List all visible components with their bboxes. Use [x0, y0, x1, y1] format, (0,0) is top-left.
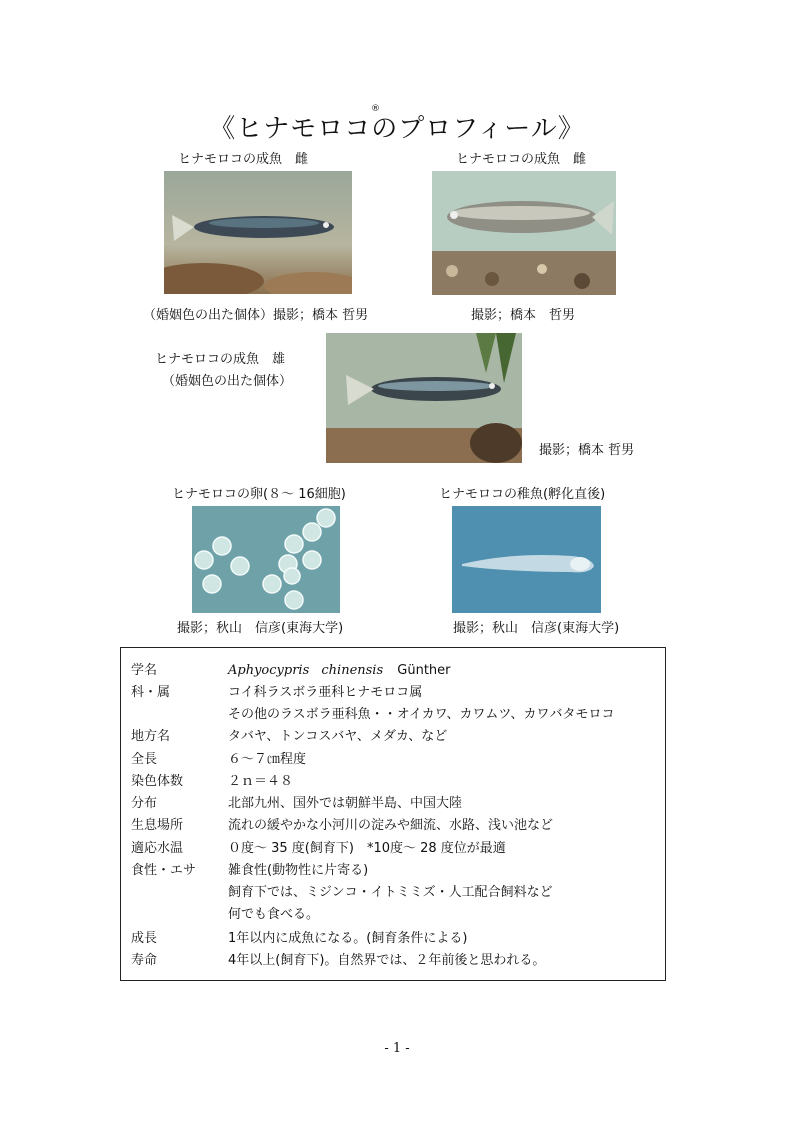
label-chromosome: 染色体数: [131, 774, 184, 789]
value-diet-3: 何でも食べる。: [228, 907, 320, 922]
credit-female-1: （婚姻色の出た個体）撮影；橋本 哲男: [143, 308, 369, 323]
label-growth: 成長: [131, 931, 158, 946]
species-name: chinensis: [321, 663, 384, 678]
label-diet: 食性・エサ: [131, 863, 197, 878]
label-habitat: 生息場所: [131, 818, 184, 833]
caption-male-2: （婚姻色の出た個体）: [162, 374, 293, 389]
credit-male: 撮影；橋本 哲男: [539, 443, 635, 458]
registered-mark: ®: [371, 104, 380, 114]
caption-larva: ヒナモロコの稚魚(孵化直後): [439, 487, 606, 502]
photo-female-1: [164, 171, 352, 294]
value-distribution: 北部九州、国外では朝鮮半島、中国大陸: [228, 796, 463, 811]
value-diet: 雑食性(動物性に片寄る): [228, 863, 369, 878]
value-temperature: ０度～ 35 度(飼育下) *10度～ 28 度位が最適: [228, 841, 506, 856]
value-lifespan: 4年以上(飼育下)。自然界では、２年前後と思われる。: [228, 953, 546, 968]
row-chromosome: [131, 771, 661, 793]
row-temperature: [131, 838, 661, 860]
row-habitat: [131, 815, 661, 837]
row-lifespan: [131, 950, 661, 972]
row-growth: [131, 928, 661, 950]
caption-female-2: ヒナモロコの成魚 雌: [456, 152, 587, 167]
caption-female-1: ヒナモロコの成魚 雌: [178, 152, 309, 167]
row-family: [131, 682, 661, 704]
photo-female-2: [432, 171, 616, 295]
label-temperature: 適応水温: [131, 841, 184, 856]
photo-larva: [452, 506, 601, 613]
row-family-note: [131, 704, 661, 726]
row-distribution: [131, 793, 661, 815]
label-local-name: 地方名: [131, 729, 171, 744]
value-habitat: 流れの緩やかな小河川の淀みや細流、水路、浅い池など: [228, 818, 554, 833]
label-distribution: 分布: [131, 796, 158, 811]
caption-male: ヒナモロコの成魚 雄: [155, 352, 286, 367]
page-number: - 1 -: [384, 1041, 410, 1056]
label-family: 科・属: [131, 685, 171, 700]
value-family-note: その他のラスボラ亜科魚・・オイカワ、カワムツ、カワバタモロコ: [228, 707, 615, 722]
value-family: コイ科ラスボラ亜科ヒナモロコ属: [228, 685, 423, 700]
credit-eggs: 撮影；秋山 信彦(東海大学): [177, 621, 344, 636]
value-chromosome: ２ｎ＝４８: [228, 774, 294, 789]
value-local-name: タバヤ、トンコスバヤ、メダカ、など: [228, 729, 448, 744]
label-length: 全長: [131, 752, 158, 767]
photo-male: [326, 333, 522, 463]
row-local-name: [131, 726, 661, 748]
credit-larva: 撮影；秋山 信彦(東海大学): [453, 621, 620, 636]
genus-name: Aphyocypris: [228, 663, 310, 678]
label-scientific-name: 学名: [131, 663, 158, 678]
value-growth: 1年以内に成魚になる。(飼育条件による): [228, 931, 468, 946]
page-title: 《ヒナモロコのプロフィール》: [209, 114, 585, 144]
credit-female-2: 撮影；橋本 哲男: [471, 308, 576, 323]
row-diet: [131, 860, 661, 882]
photo-eggs: [192, 506, 340, 613]
caption-eggs: ヒナモロコの卵(８～ 16細胞): [172, 487, 346, 502]
row-diet-2: [131, 882, 661, 904]
row-scientific-name: [131, 660, 661, 682]
author-name: Günther: [397, 663, 451, 678]
label-lifespan: 寿命: [131, 953, 158, 968]
value-scientific-name: [228, 660, 451, 682]
row-length: [131, 749, 661, 771]
row-diet-3: [131, 904, 661, 926]
profile-table: [120, 647, 666, 981]
value-diet-2: 飼育下では、ミジンコ・イトミミズ・人工配合飼料など: [228, 885, 553, 900]
value-length: ６～７㎝程度: [228, 752, 307, 767]
